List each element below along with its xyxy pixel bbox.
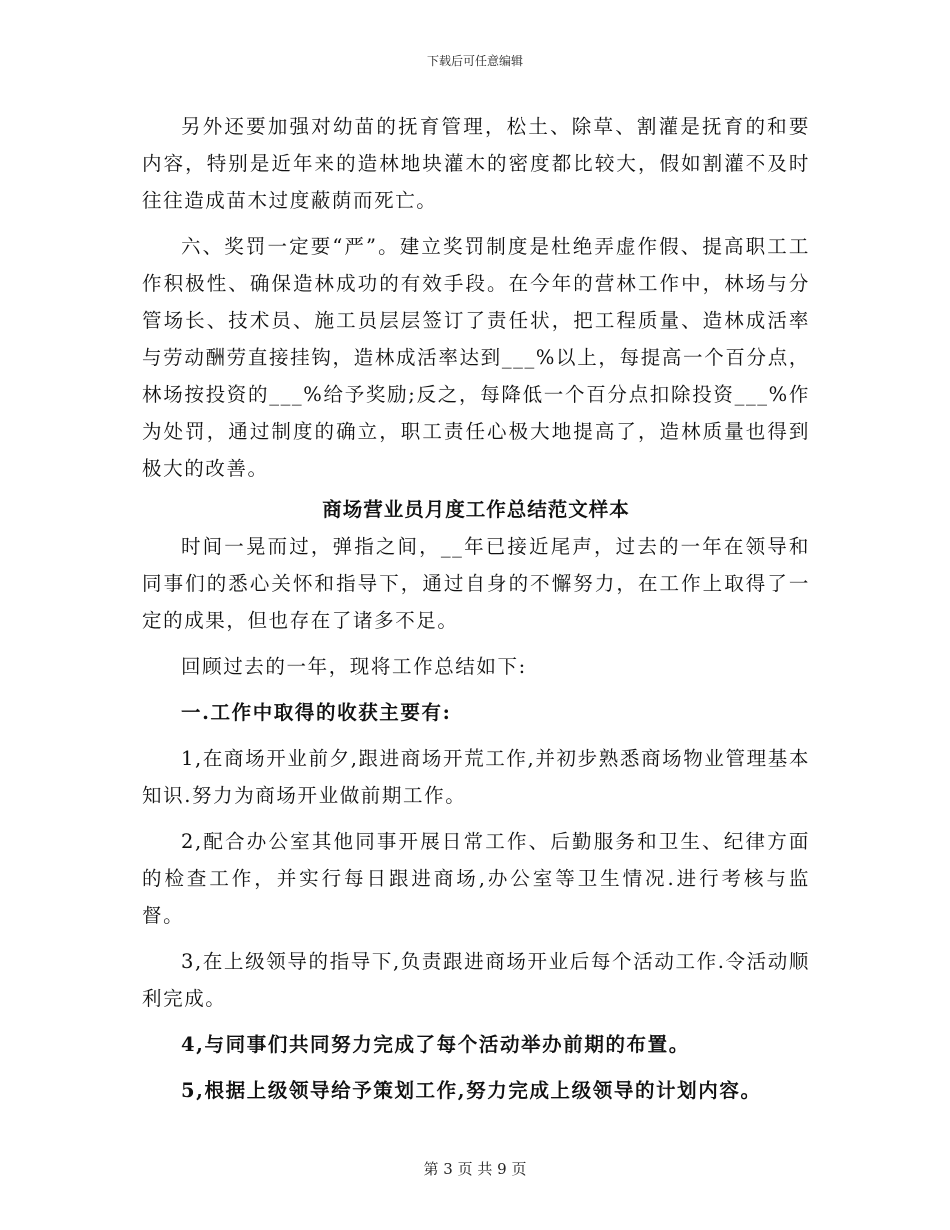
page-number: 第 3 页 共 9 页 (423, 1160, 527, 1178)
subheading-achievements: 一.工作中取得的收获主要有: (181, 701, 452, 724)
paragraph-review: 回顾过去的一年，现将工作总结如下: (181, 655, 527, 678)
document-body (142, 108, 810, 1109)
paragraph-rewards-penalties: 六、奖罚一定要“严”。建立奖罚制度是杜绝弄虚作假、提高职工工作积极性、确保造林成功的有效手段。在今年的营林工作中，林场与分管场长、技术员、施工员层层签订了责任状，把工程质量、造林成活率与劳动酬劳直接挂钩，造林成活率达到___%以上，每提高一个百分点，林场按投资的___%给予奖励;反之，每降低一个百分点扣除投资___%作为处罚，通过制度的确立，职工责任心极大地提高了，造林质量也得到极大的改善。 (142, 235, 810, 480)
list-item-5: 5,根据上级领导给予策划工作,努力完成上级领导的计划内容。 (181, 1079, 762, 1102)
list-item-4: 4,与同事们共同努力完成了每个活动举办前期的布置。 (181, 1033, 690, 1056)
list-item-2: 2,配合办公室其他同事开展日常工作、后勤服务和卫生、纪律方面的检查工作，并实行每日跟进商场,办公室等卫生情况.进行考核与监督。 (142, 830, 810, 927)
section-title: 商场营业员月度工作总结范文样本 (322, 498, 630, 521)
list-item-3: 3,在上级领导的指导下,负责跟进商场开业后每个活动工作.令活动顺利完成。 (142, 950, 810, 1010)
paragraph-seedling-care: 另外还要加强对幼苗的抚育管理，松土、除草、割灌是抚育的和要内容，特别是近年来的造林地块灌木的密度都比较大，假如割灌不及时往往造成苗木过度蔽荫而死亡。 (142, 115, 810, 212)
page-header-note: 下载后可任意编辑 (426, 54, 523, 68)
list-item-1: 1,在商场开业前夕,跟进商场开荒工作,并初步熟悉商场物业管理基本知识.努力为商场开业做前期工作。 (142, 747, 810, 807)
paragraph-intro: 时间一晃而过，弹指之间，__年已接近尾声，过去的一年在领导和同事们的悉心关怀和指导下，通过自身的不懈努力，在工作上取得了一定的成果，但也存在了诸多不足。 (142, 535, 810, 632)
